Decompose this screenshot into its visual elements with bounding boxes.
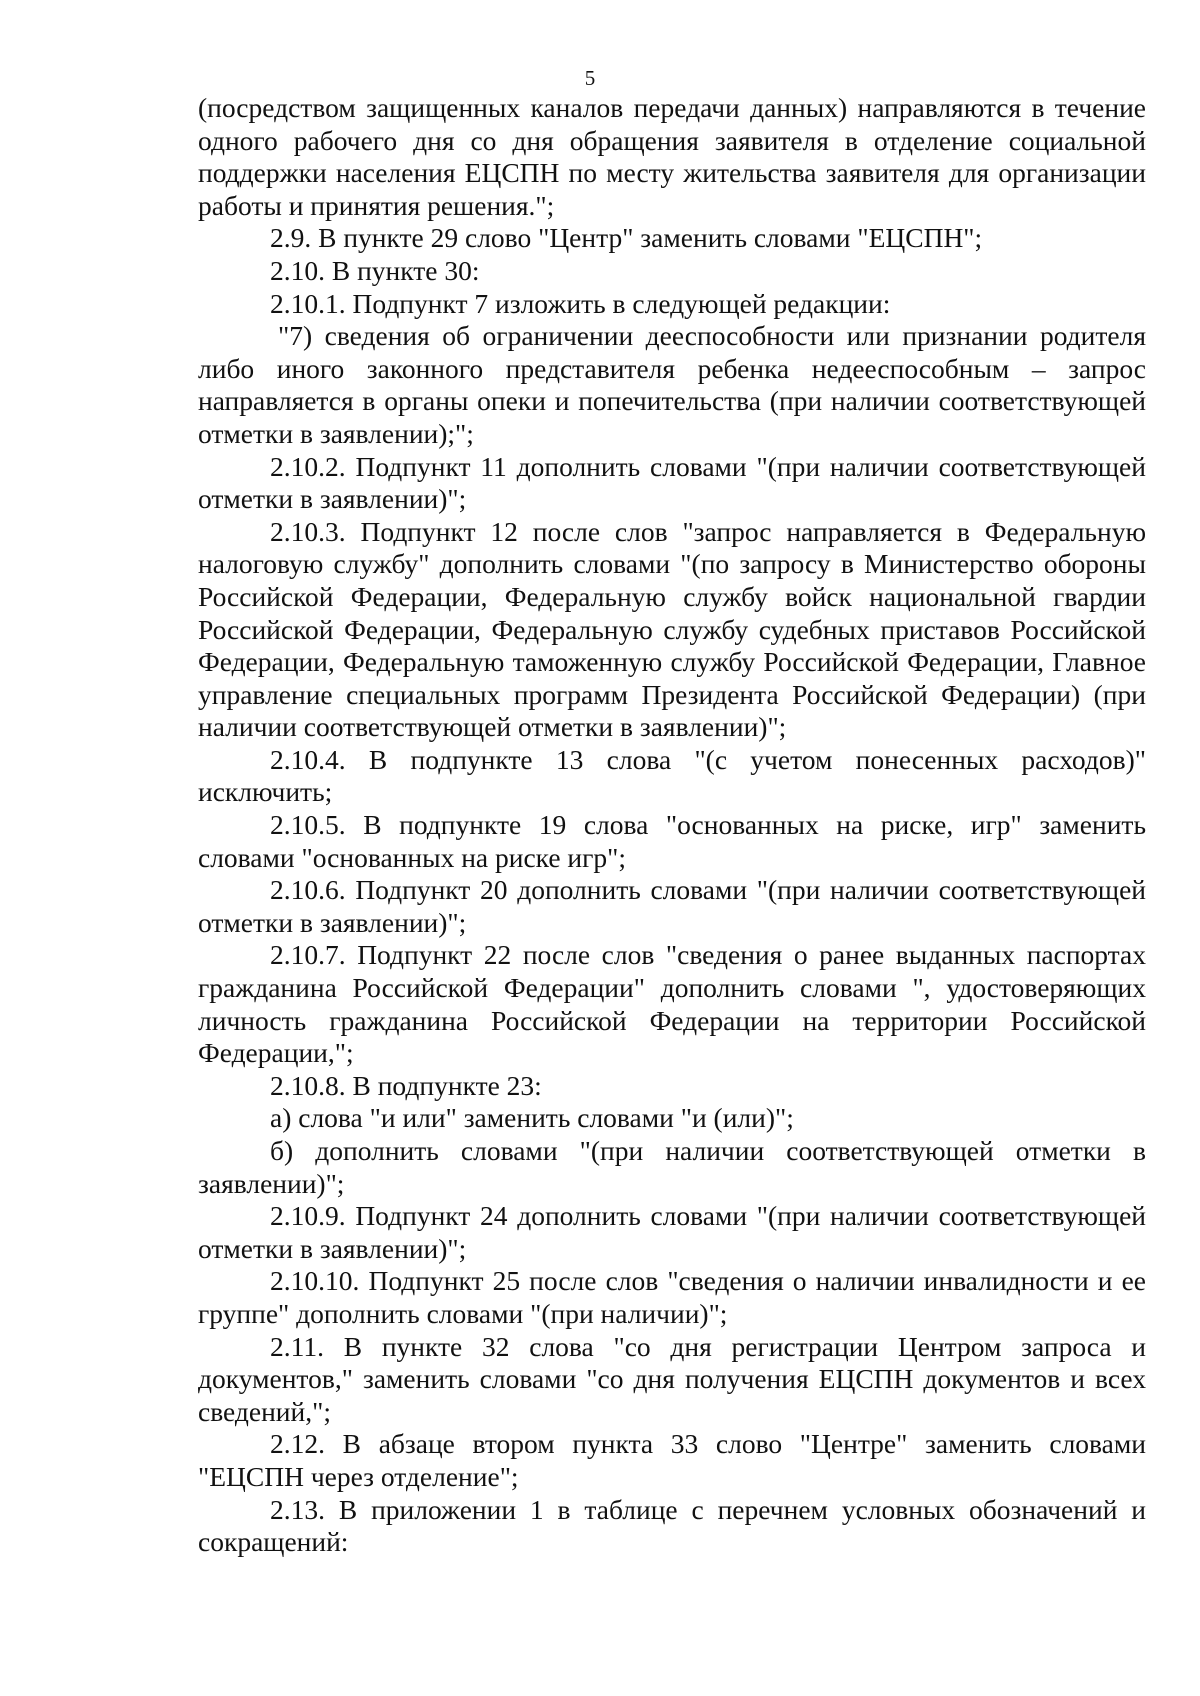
paragraph-continuation: (посредством защищенных каналов передачи данных) направляются в течение одного рабочего дня со дня обращения заявителя в отделение социальной поддержки населения ЕЦСПН по месту жительства заявителя для организации работы и принятия решения."; — [198, 92, 1146, 221]
paragraph-2-10-7: 2.10.7. Подпункт 22 после слов "сведения о ранее выданных паспортах гражданина Российской Федерации" дополнить словами ", удостоверяющих личность гражданина Российской Федерации на территории Российской Федерации,"; — [198, 939, 1146, 1069]
paragraph-2-10-4: 2.10.4. В подпункте 13 слова "(с учетом понесенных расходов)" исключить; — [198, 743, 1146, 808]
paragraph-2-9: 2.9. В пункте 29 слово "Центр" заменить словами "ЕЦСПН"; — [270, 222, 983, 254]
paragraph-2-10-8-a: а) слова "и или" заменить словами "и (или)"; — [270, 1102, 794, 1134]
paragraph-2-10-3: 2.10.3. Подпункт 12 после слов "запрос направляется в Федеральную налоговую службу" дополнить словами "(по запросу в Министерство обороны Российской Федерации, Федеральную службу войск национальной гвардии Российской Федерации, Федеральную службу судебных приставов Российской Федерации, Федеральную таможенную службу Российской Федерации, Главное управление специальных программ Президента Российской Федерации) (при наличии соответствующей отметки в заявлении)"; — [198, 515, 1146, 743]
paragraph-2-12: 2.12. В абзаце втором пункта 33 слово "Центре" заменить словами "ЕЦСПН через отделение"; — [198, 1428, 1146, 1492]
paragraph-2-10-2: 2.10.2. Подпункт 11 дополнить словами "(при наличии соответствующей отметки в заявлении)"; — [198, 450, 1146, 515]
paragraph-2-10-6: 2.10.6. Подпункт 20 дополнить словами "(при наличии соответствующей отметки в заявлении)"; — [198, 874, 1146, 938]
paragraph-2-10-5: 2.10.5. В подпункте 19 слова "основанных на риске, игр" заменить словами "основанных на риске игр"; — [198, 809, 1146, 873]
page-number: 5 — [584, 66, 596, 90]
paragraph-2-10-10: 2.10.10. Подпункт 25 после слов "сведения о наличии инвалидности и ее группе" дополнить словами "(при наличии)"; — [198, 1265, 1146, 1329]
paragraph-2-10-1: 2.10.1. Подпункт 7 изложить в следующей редакции: — [270, 287, 891, 319]
paragraph-2-11: 2.11. В пункте 32 слова "со дня регистрации Центром запроса и документов," заменить словами "со дня получения ЕЦСПН документов и всех сведений,"; — [198, 1330, 1146, 1427]
paragraph-2-10-8-b: б) дополнить словами "(при наличии соответствующей отметки в заявлении)"; — [198, 1135, 1146, 1199]
paragraph-2-10-9: 2.10.9. Подпункт 24 дополнить словами "(при наличии соответствующей отметки в заявлении)"; — [198, 1200, 1146, 1264]
paragraph-2-10-8: 2.10.8. В подпункте 23: — [270, 1069, 542, 1101]
paragraph-2-13: 2.13. В приложении 1 в таблице с перечнем условных обозначений и сокращений: — [198, 1493, 1146, 1558]
document-body — [198, 92, 1146, 1559]
paragraph-quote-7: "7) сведения об ограничении дееспособности или признании родителя либо иного законного представителя ребенка недееспособным – запрос направляется в органы опеки и попечительства (при наличии соответствующей отметки в заявлении);"; — [198, 320, 1146, 449]
paragraph-2-10: 2.10. В пункте 30: — [270, 254, 480, 286]
